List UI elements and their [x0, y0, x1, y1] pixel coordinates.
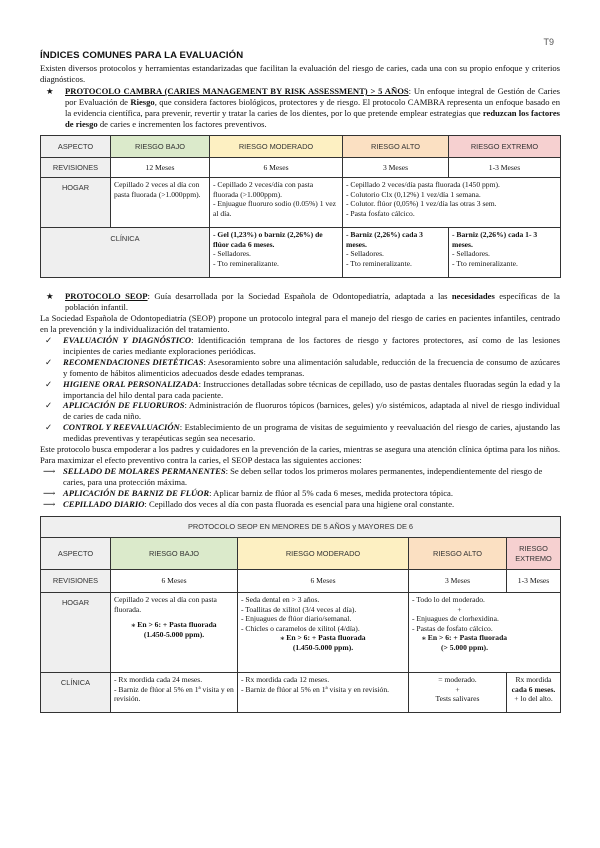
table-cell: - Rx mordida cada 24 meses. - Barniz de flúor al 5% en 1ª visita y en revisión.: [111, 673, 238, 713]
row-label-revisiones: REVISIONES: [41, 570, 111, 593]
table-cell: 6 Meses: [111, 570, 238, 593]
intro-paragraph: Existen diversos protocolos y herramientas estandarizadas que facilitan la evaluación del riesgo de caries, cada una con su propio enfoque y criterios diagnósticos.: [40, 63, 560, 84]
seop-table: [40, 516, 561, 713]
cambra-item: ★ PROTOCOLO CAMBRA (CARIES MANAGEMENT BY RISK ASSESSMENT) > 5 AÑOS: Un enfoque integral de Gestión de Caries por Evaluación de Riesgo, que considera factores biológicos, protectores y de riesgo. El protocolo CAMBRA representa un enfoque basado en la evidencia científica, para prevenir, revertir y tratar la caries de los dientes, por lo que pretende emplear estrategias que reduzcan los factores de riesgo de caries e incrementen los factores preventivos.: [46, 86, 560, 129]
arrow-right-icon: ⟶: [43, 488, 56, 499]
arrow-right-icon: ⟶: [43, 499, 56, 510]
document-body: [40, 50, 560, 713]
table-cell: - Rx mordida cada 12 meses. - Barniz de flúor al 5% en 1ª visita y en revisión.: [238, 673, 409, 713]
check-icon: ✓: [45, 335, 53, 345]
list-item: ✓ APLICACIÓN DE FLUORUROS: Administración de fluoruros tópicos (barnices, geles) y/o sistémicos, adaptada al nivel de riesgo individual de caries de cada niño.: [45, 400, 561, 422]
table-cell: - Todo lo del moderado. + - Enjuagues de clorhexidina. - Pastas de fosfato cálcico. ⁎ En > 6: + Pasta fluorada (> 5.000 ppm).: [409, 593, 561, 673]
list-item: ⟶ SELLADO DE MOLARES PERMANENTES: Se deben sellar todos los primeros molares permanentes, independientemente del riesgo de caries, para una protección máxima.: [43, 466, 543, 488]
check-icon: ✓: [45, 400, 53, 411]
cambra-table: [40, 135, 561, 278]
table-cell: - Cepillado 2 veces/día con pasta fluorada (>1.000ppm). - Enjuague fluoruro sodio (0.05%) 1 vez al día.: [210, 178, 343, 228]
list-item: ✓ CONTROL Y REEVALUACIÓN: Establecimiento de un programa de visitas de seguimiento y reevaluación del riesgo de caries, ajustando las medidas preventivas y terapéuticas según sea necesario.: [45, 422, 560, 444]
header-aspecto: ASPECTO: [41, 136, 111, 158]
seop-arrow-list: [40, 466, 560, 510]
table-cell: 1-3 Meses: [507, 570, 561, 593]
table-cell: 6 Meses: [210, 158, 343, 178]
table-cell: - Cepillado 2 veces/día pasta fluorada (1450 ppm). - Colutorio Clx (0,12%) 1 vez/día 1 semana. - Colutor. flúor (0,05%) 1 vez/día las otras 3 sem. - Pasta fosfato cálcico.: [343, 178, 561, 228]
row-label-clinica: CLÍNICA: [41, 228, 210, 278]
check-icon: ✓: [45, 378, 53, 389]
seop-item: ★ PROTOCOLO SEOP: Guía desarrollada por la Sociedad Española de Odontopediatría, adaptada a las necesidades específicas de la población infantil.: [46, 291, 560, 312]
list-item: ✓ HIGIENE ORAL PERSONALIZADA: Instrucciones detalladas sobre técnicas de cepillado, uso de pastas dentales fluoradas según la edad y la importancia del hilo dental para cada paciente.: [45, 378, 561, 400]
table-cell: 1-3 Meses: [449, 158, 561, 178]
table-cell: Cepillado 2 veces al día con pasta fluorada (>1.000ppm).: [111, 178, 210, 228]
header-riesgo-alto: RIESGO ALTO: [409, 538, 507, 570]
table-cell: 3 Meses: [343, 158, 449, 178]
seop-paragraph: La Sociedad Española de Odontopediatría (SEOP) propone un protocolo integral para el manejo del riesgo de caries en pacientes infantiles, centrado en la prevención y la individualización del tratamiento.: [40, 313, 560, 334]
list-item: ⟶ APLICACIÓN DE BARNIZ DE FLÚOR: Aplicar barniz de flúor al 5% cada 6 meses, medida protectora tópica.: [43, 488, 453, 499]
seop-paragraph-2: Este protocolo busca empoderar a los padres y cuidadores en la prevención de la caries, mientras se asegura una atención clínica óptima para los niños. Para maximizar el efecto preventivo contra la caries, el SEOP destaca las siguientes acciones:: [40, 444, 560, 466]
star-bullet-icon: ★: [46, 86, 54, 96]
check-icon: ✓: [45, 356, 53, 367]
arrow-right-icon: ⟶: [43, 466, 56, 477]
cambra-heading: PROTOCOLO CAMBRA (CARIES MANAGEMENT BY RISK ASSESSMENT) > 5 AÑOS: [65, 86, 409, 96]
header-riesgo-moderado: RIESGO MODERADO: [210, 136, 343, 158]
table-cell: 6 Meses: [238, 570, 409, 593]
table-cell: 12 Meses: [111, 158, 210, 178]
table-cell: - Seda dental en > 3 años. - Toallitas de xilitol (3/4 veces al día). - Enjuagues de flúor diario/semanal. - Chicles o caramelos de xilitol (4/día). ⁎ En > 6: + Pasta fluorada (1.450-5.000 ppm).: [238, 593, 409, 673]
table-cell: = moderado. + Tests salivares: [409, 673, 507, 713]
page-number: T9: [543, 37, 554, 47]
header-riesgo-moderado: RIESGO MODERADO: [238, 538, 409, 570]
row-label-clinica: CLÍNICA: [41, 673, 111, 713]
table-caption: PROTOCOLO SEOP EN MENORES DE 5 AÑOS y MAYORES DE 6: [41, 517, 561, 538]
header-riesgo-bajo: RIESGO BAJO: [111, 538, 238, 570]
table-cell: - Barniz (2,26%) cada 1- 3 meses. - Selladores. - Tto remineralizante.: [449, 228, 561, 278]
row-label-hogar: HOGAR: [41, 593, 111, 673]
check-icon: ✓: [45, 422, 53, 433]
list-item: ✓ EVALUACIÓN Y DIAGNÓSTICO: Identificación temprana de los factores de riesgo y factores protectores, así como de las lesiones incipientes de caries mediante exploraciones periódicas.: [45, 335, 560, 356]
seop-check-list: [40, 335, 560, 444]
row-label-revisiones: REVISIONES: [41, 158, 111, 178]
table-cell: - Gel (1,23%) o barniz (2,26%) de flúor cada 6 meses. - Selladores. - Tto remineralizante.: [210, 228, 343, 278]
header-riesgo-bajo: RIESGO BAJO: [111, 136, 210, 158]
seop-heading: PROTOCOLO SEOP: [65, 291, 148, 301]
section-title: ÍNDICES COMUNES PARA LA EVALUACIÓN: [40, 50, 244, 61]
header-riesgo-alto: RIESGO ALTO: [343, 136, 449, 158]
header-aspecto: ASPECTO: [41, 538, 111, 570]
list-item: ⟶ CEPILLADO DIARIO: Cepillado dos veces al día con pasta fluorada es esencial para una higiene oral constante.: [43, 499, 455, 510]
header-riesgo-extremo: RIESGO EXTREMO: [507, 538, 561, 570]
table-cell: - Barniz (2,26%) cada 3 meses. - Selladores. - Tto remineralizante.: [343, 228, 449, 278]
list-item: ✓ RECOMENDACIONES DIETÉTICAS: Asesoramiento sobre una alimentación saludable, reducción de la frecuencia de consumo de azúcares y fomento de hábitos alimenticios adecuados desde edades tempranas.: [45, 356, 560, 378]
star-bullet-icon: ★: [46, 291, 54, 301]
table-cell: 3 Meses: [409, 570, 507, 593]
row-label-hogar: HOGAR: [41, 178, 111, 228]
table-cell: Rx mordida cada 6 meses. + lo del alto.: [507, 673, 561, 713]
header-riesgo-extremo: RIESGO EXTREMO: [449, 136, 561, 158]
table-cell: Cepillado 2 veces al día con pasta fluorada. ⁎ En > 6: + Pasta fluorada (1.450-5.000 ppm).: [111, 593, 238, 673]
